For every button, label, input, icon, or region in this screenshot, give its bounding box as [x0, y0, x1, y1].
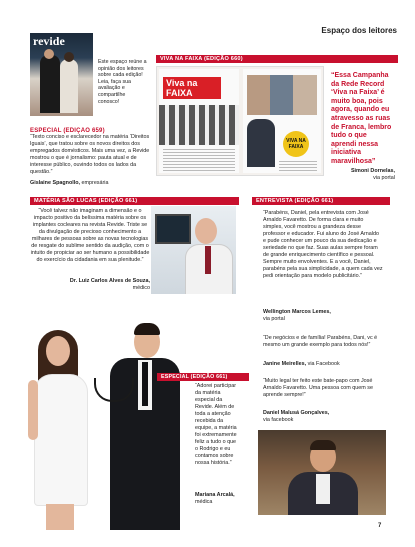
daniel-photo: [258, 430, 386, 515]
doctor-head: [195, 218, 217, 244]
viva-author-name: Simoni Dornelas,: [350, 168, 395, 174]
couple-photo: [24, 318, 194, 530]
especial-661-author: [195, 492, 245, 506]
cover-blurb: Este espaço reúne a opinião dos leitores sobre cada edição! Leia, faça sua avaliação e compartilhe conosco!: [98, 59, 147, 105]
sao-lucas-author-name: Dr. Luiz Carlos Alves de Souza,: [69, 278, 150, 284]
viva-author-role: via portal: [373, 175, 395, 181]
especial-659-author-name: Gislaine Spagnollo,: [30, 180, 81, 186]
magazine-logo: revide: [33, 34, 65, 48]
entrevista-author-2-role: via Facebook: [307, 361, 340, 367]
viva-left-page: [159, 69, 239, 173]
sao-lucas-text: “Você talvez não imaginam a dimensão e o impacto positivo da belíssima matéria sobre os implantes cocleares na revista Revide. Triste se da divulgação de precioso conhecimento a milhares de pessoas sobre as novas tecnologias de resgate do sublime sentido da audição, com o intuito de propiciar ao ser humano a possibilidade do exercício da cidadania em sua plenitude.”: [30, 208, 150, 263]
section-title: Espaço dos leitores: [321, 26, 397, 35]
viva-spread-image: [156, 66, 324, 176]
woman-head: [46, 336, 70, 366]
viva-quote: “Essa Campanha da Rede Record ‘Viva na Faixa’ é muito boa, pois agora, quando eu atravesso as ruas de Franca, lembro tudo o que aprendi nessa iniciativa maravilhosa”: [331, 72, 392, 165]
entrevista-author-2-name: Janine Meirelles,: [263, 361, 307, 367]
sao-lucas-author: [50, 278, 150, 292]
viva-crosswalk-photo: [159, 105, 239, 145]
entrevista-text-3: “Muito legal ter feito este bate-papo com José Arnaldo Favaretto. Uma pessoa com quem se aprende sempre!”: [263, 378, 373, 398]
especial-659-author-role: empresária: [81, 180, 109, 186]
cover-woman-head: [64, 52, 74, 62]
tag-entrevista: ENTREVISTA (EDIÇÃO 661): [252, 197, 390, 205]
entrevista-author-3: [263, 410, 383, 424]
woman-arm: [28, 380, 38, 440]
viva-right-page: [243, 69, 321, 173]
entrevista-text-2: “De negócios e de família! Parabéns, Dani, vc é mesmo um grande exemplo para todos nós!”: [263, 335, 378, 348]
entrevista-author-3-role: via facebook: [263, 417, 294, 423]
viva-author: [345, 168, 395, 182]
woman-legs: [46, 504, 74, 530]
cover-couple-figure: [40, 55, 60, 113]
viva-presenter-photo: [247, 119, 275, 167]
especial-659-author: [30, 180, 160, 187]
entrevista-author-1-role: via portal: [263, 316, 285, 322]
especial-661-author-name: Mariana Arcalá,: [195, 492, 235, 498]
viva-photos-grid: [247, 75, 317, 115]
cover-woman-figure: [60, 59, 78, 113]
doctor-tie: [205, 246, 211, 274]
viva-spread-title: Viva na FAIXA: [163, 77, 221, 99]
man-hair: [134, 323, 160, 335]
entrevista-text-1: “Parabéns, Daniel, pela entrevista com José Arnaldo Favaretto. De forma clara e muito simples, você mostrou a grandeza desse professor e educador. Fui aluno do José Arnaldo e pude conhecer um pouco da sua dedicação e seriedade no que faz. Suas aulas sempre foram de grande enriquecimento científico e pessoal. Sempre muito envolventes. E a você, Daniel, parabéns pela sua simplicidade, a quem cada vez pedi orientação para modelo publicitário.”: [263, 210, 383, 279]
page-number: 7: [378, 523, 382, 529]
sao-lucas-author-role: médico: [132, 285, 150, 291]
tag-especial-661: ESPECIAL (EDIÇÃO 661): [157, 373, 249, 381]
tag-viva-na-faixa: VIVA NA FAIXA (EDIÇÃO 660): [156, 55, 398, 63]
viva-article-columns: [163, 149, 235, 171]
daniel-shirt: [316, 474, 330, 504]
woman-dress: [34, 374, 88, 506]
magazine-cover-image: [30, 33, 93, 116]
entrevista-author-3-name: Daniel Malusá Gonçalves,: [263, 410, 330, 416]
viva-right-columns: [279, 161, 317, 171]
man-tie: [142, 362, 148, 406]
daniel-hair: [310, 440, 336, 450]
doctor-photo: [151, 206, 236, 294]
entrevista-author-1: [263, 309, 383, 323]
viva-badge: VIVA NA FAIXA: [283, 131, 309, 157]
especial-659-text: “Texto conciso e esclarecedor na matéria ‘Direitos Iguais’, que tratou sobre os novos direitos dos empregados domésticos. Mais uma vez, a Revide mostrou o que é jornalismo: pauta atual e de interesse público, ouvindo todos os lados da questão.”: [30, 134, 150, 175]
especial-661-author-role: médica: [195, 499, 213, 505]
entrevista-author-2: [263, 361, 383, 368]
especial-661-text: “Adorei participar da matéria especial da Revide. Além de toda a atenção recebida da equipe, a matéria foi extremamente feliz a tudo o que o Rodrigo e eu contamos sobre nossa história.”: [195, 383, 237, 466]
entrevista-author-1-name: Wellington Marcos Lemes,: [263, 309, 331, 315]
cover-man-head: [44, 49, 54, 59]
tag-especial-659: ESPECIAL (EDIÇÃO 659): [30, 128, 105, 134]
tag-materia-sao-lucas: MATÉRIA SÃO LUCAS (EDIÇÃO 661): [30, 197, 239, 205]
monitor-screen: [155, 214, 191, 244]
